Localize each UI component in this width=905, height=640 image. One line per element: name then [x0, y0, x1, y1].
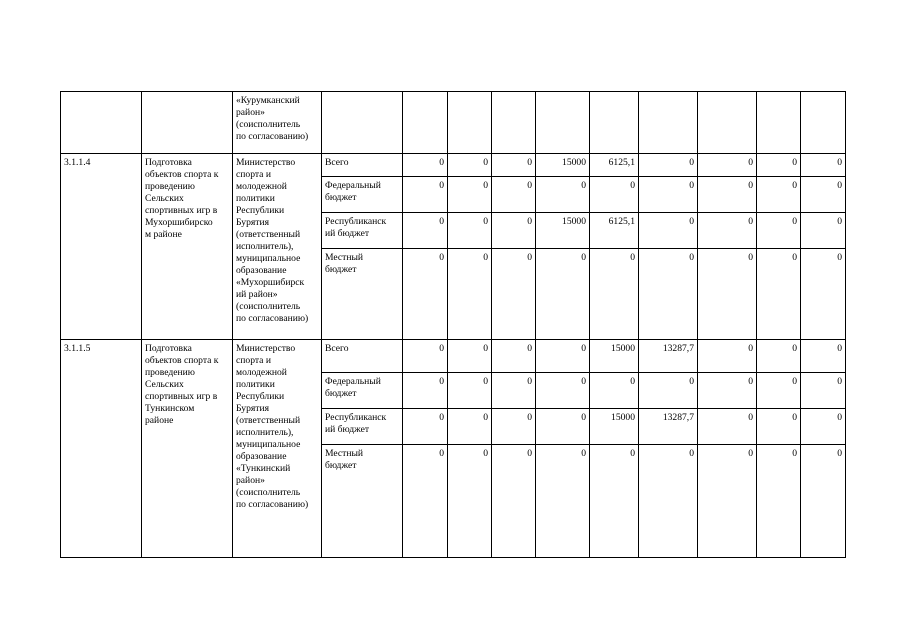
funding-source: Местный бюджет	[322, 249, 403, 340]
value-cell: 0	[403, 373, 448, 409]
value-cell: 0	[448, 249, 492, 340]
value-cell	[448, 92, 492, 154]
value-cell: 0	[492, 409, 536, 445]
funding-source: Федеральный бюджет	[322, 373, 403, 409]
funding-source: Всего	[322, 340, 403, 373]
value-cell: 0	[757, 249, 801, 340]
value-cell: 0	[403, 340, 448, 373]
value-cell: 6125,1	[590, 213, 639, 249]
value-cell: 0	[536, 445, 590, 558]
value-cell: 6125,1	[590, 154, 639, 177]
value-cell: 0	[492, 373, 536, 409]
value-cell	[536, 92, 590, 154]
executor-cell: «Курумканский район» (соисполнитель по согласованию)	[233, 92, 322, 154]
value-cell: 0	[536, 177, 590, 213]
value-cell: 0	[536, 373, 590, 409]
value-cell: 0	[639, 249, 698, 340]
value-cell: 0	[639, 213, 698, 249]
budget-table	[60, 91, 846, 558]
value-cell: 0	[801, 177, 846, 213]
value-cell: 0	[403, 154, 448, 177]
table-row-continuation	[61, 92, 846, 154]
value-cell: 0	[590, 177, 639, 213]
value-cell	[639, 92, 698, 154]
value-cell: 13287,7	[639, 409, 698, 445]
measure-executor: Министерство спорта и молодежной политики Республики Бурятия (ответственный исполнитель), муниципальное образование «Мухоршибирск ий район» (соисполнитель по согласованию)	[233, 154, 322, 340]
value-cell: 0	[536, 249, 590, 340]
measure-name: Подготовка объектов спорта к проведению Сельских спортивных игр в Мухоршибирско м районе	[142, 154, 233, 340]
value-cell: 0	[492, 445, 536, 558]
value-cell: 0	[698, 177, 757, 213]
value-cell: 0	[403, 177, 448, 213]
funding-source: Республиканск ий бюджет	[322, 409, 403, 445]
value-cell: 0	[536, 409, 590, 445]
value-cell: 0	[639, 177, 698, 213]
value-cell: 0	[801, 373, 846, 409]
value-cell: 0	[698, 249, 757, 340]
table-row	[61, 154, 846, 177]
table-row	[61, 340, 846, 373]
value-cell: 0	[639, 154, 698, 177]
value-cell: 0	[536, 340, 590, 373]
value-cell	[492, 92, 536, 154]
name-cell	[142, 92, 233, 154]
value-cell: 0	[757, 373, 801, 409]
value-cell: 0	[448, 409, 492, 445]
value-cell: 0	[801, 409, 846, 445]
measure-code: 3.1.1.5	[61, 340, 142, 558]
value-cell: 13287,7	[639, 340, 698, 373]
value-cell: 15000	[590, 340, 639, 373]
value-cell: 0	[757, 213, 801, 249]
value-cell: 0	[698, 445, 757, 558]
value-cell: 0	[801, 213, 846, 249]
value-cell	[801, 92, 846, 154]
value-cell: 0	[801, 249, 846, 340]
value-cell: 0	[801, 445, 846, 558]
value-cell: 0	[403, 409, 448, 445]
measure-code: 3.1.1.4	[61, 154, 142, 340]
value-cell: 0	[639, 445, 698, 558]
value-cell: 0	[492, 154, 536, 177]
funding-source: Республиканск ий бюджет	[322, 213, 403, 249]
value-cell: 0	[639, 373, 698, 409]
value-cell	[403, 92, 448, 154]
value-cell: 0	[698, 409, 757, 445]
value-cell: 0	[492, 340, 536, 373]
value-cell: 0	[757, 154, 801, 177]
value-cell: 0	[448, 213, 492, 249]
value-cell: 15000	[536, 213, 590, 249]
value-cell: 0	[448, 373, 492, 409]
value-cell: 0	[403, 213, 448, 249]
measure-name: Подготовка объектов спорта к проведению Сельских спортивных игр в Тункинском районе	[142, 340, 233, 558]
value-cell: 0	[590, 249, 639, 340]
funding-source: Федеральный бюджет	[322, 177, 403, 213]
value-cell	[590, 92, 639, 154]
value-cell: 0	[448, 177, 492, 213]
value-cell: 0	[757, 340, 801, 373]
value-cell: 0	[757, 177, 801, 213]
value-cell: 0	[403, 445, 448, 558]
value-cell: 0	[698, 213, 757, 249]
value-cell: 15000	[590, 409, 639, 445]
value-cell: 0	[448, 154, 492, 177]
value-cell: 0	[801, 340, 846, 373]
value-cell: 0	[403, 249, 448, 340]
value-cell: 15000	[536, 154, 590, 177]
value-cell: 0	[757, 409, 801, 445]
value-cell: 0	[698, 373, 757, 409]
value-cell: 0	[698, 340, 757, 373]
value-cell: 0	[757, 445, 801, 558]
value-cell: 0	[492, 249, 536, 340]
value-cell: 0	[492, 213, 536, 249]
value-cell: 0	[590, 445, 639, 558]
funding-source: Всего	[322, 154, 403, 177]
value-cell: 0	[801, 154, 846, 177]
value-cell: 0	[448, 445, 492, 558]
measure-executor: Министерство спорта и молодежной политики Республики Бурятия (ответственный исполнитель), муниципальное образование «Тункинский район» (соисполнитель по согласованию)	[233, 340, 322, 558]
value-cell: 0	[698, 154, 757, 177]
source-cell	[322, 92, 403, 154]
value-cell: 0	[492, 177, 536, 213]
funding-source: Местный бюджет	[322, 445, 403, 558]
code-cell	[61, 92, 142, 154]
value-cell: 0	[590, 373, 639, 409]
value-cell: 0	[448, 340, 492, 373]
value-cell	[757, 92, 801, 154]
value-cell	[698, 92, 757, 154]
